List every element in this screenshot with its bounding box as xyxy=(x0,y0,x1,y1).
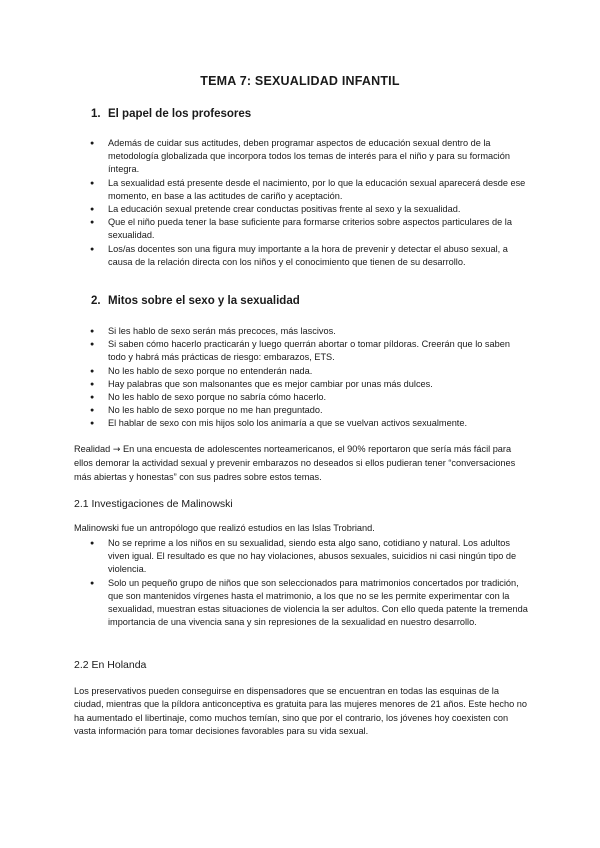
list-item: ● La educación sexual pretende crear conductas positivas frente al sexo y la sexualidad. xyxy=(88,203,528,216)
list-item: ● Los/as docentes son una figura muy importante a la hora de prevenir y detectar el abuso sexual, a causa de la relación directa con los niños y el conocimiento que tienen de su desarrollo. xyxy=(88,243,528,269)
list-item: ● No les hablo de sexo porque no me han preguntado. xyxy=(88,404,528,417)
list-item: ● No les hablo de sexo porque no sabría cómo hacerlo. xyxy=(88,391,528,404)
list-item: ● Hay palabras que son malsonantes que es mejor cambiar por unas más dulces. xyxy=(88,378,528,391)
section-2-list xyxy=(88,325,528,431)
section-2-title: Mitos sobre el sexo y la sexualidad xyxy=(108,295,300,307)
list-item: ● No se reprime a los niños en su sexualidad, siendo esta algo sano, cotidiano y natural. Los adultos viven igual. El resultado es que no hay violaciones, abusos sexuales, suicidios ni casi ningún tipo de violencia. xyxy=(88,537,530,577)
list-item: ● Si saben cómo hacerlo practicarán y luego querrán abortar o tomar píldoras. Creerán que lo saben todo y habrá más prácticas de riesgo: embarazos, ETS. xyxy=(88,338,528,364)
section-2-1-heading: 2.1 Investigaciones de Malinowski xyxy=(74,498,233,510)
list-item: ● No les hablo de sexo porque no entenderán nada. xyxy=(88,365,528,378)
reality-text: En una encuesta de adolescentes norteamericanos, el 90% reportaron que sería más fácil para ellos demorar la actividad sexual y prevenir embarazos no deseados si ellos pudieran tener “conversaciones más abiertas y honestas” con sus padres sobre estos temas. xyxy=(74,444,516,482)
section-2-2-heading: 2.2 En Holanda xyxy=(74,659,147,671)
reality-label: Realidad xyxy=(74,444,111,454)
list-item: ● Que el niño pueda tener la base suficiente para formarse criterios sobre aspectos particulares de la sexualidad. xyxy=(88,216,528,242)
list-item: ● El hablar de sexo con mis hijos solo los animaría a que se vuelvan activos sexualmente. xyxy=(88,417,528,430)
section-2-heading xyxy=(91,295,300,307)
section-2-number: 2. xyxy=(91,295,101,307)
list-item: ● Si les hablo de sexo serán más precoces, más lascivos. xyxy=(88,325,528,338)
section-2-2-text: Los preservativos pueden conseguirse en dispensadores que se encuentran en todas las esquinas de la ciudad, mientras que la píldora anticonceptiva es gratuita para las mujeres menores de 21 años. Este hecho no ha aumentado el libertinaje, como muchos temían, sino que por el contrario, los jóvenes hoy coexisten con vasta información para tomar decisiones favorables para su vida sexual. xyxy=(74,686,528,737)
arrow-icon: → xyxy=(112,445,121,455)
section-2-1-intro: Malinowski fue un antropólogo que realizó estudios en las Islas Trobriand. xyxy=(74,523,375,533)
list-item: ● Solo un pequeño grupo de niños que son seleccionados para matrimonios concertados por tradición, que son mantenidos vírgenes hasta el matrimonio, a los que no se les permite experimentar con la sexualidad, muestran estas situaciones de violencia la ser adultos. Con ello queda patente la tremenda importancia de una vivencia sana y sin represiones de la sexualidad en nuestro desarrollo. xyxy=(88,577,530,630)
section-1-heading xyxy=(91,108,251,120)
section-2-1-list xyxy=(88,537,530,629)
section-1-title: El papel de los profesores xyxy=(108,108,252,120)
list-item: ● La sexualidad está presente desde el nacimiento, por lo que la educación sexual aparecerá desde ese momento, en base a las actitudes de cariño y aceptación. xyxy=(88,177,528,203)
section-1-list xyxy=(88,137,528,269)
list-item: ● Además de cuidar sus actitudes, deben programar aspectos de educación sexual dentro de la metodología globalizada que incorpora todos los temas de interés para el niño y para su formación íntegra. xyxy=(88,137,528,177)
document-title: TEMA 7: SEXUALIDAD INFANTIL xyxy=(200,74,400,88)
reality-paragraph xyxy=(74,443,530,484)
section-1-number: 1. xyxy=(91,108,101,120)
